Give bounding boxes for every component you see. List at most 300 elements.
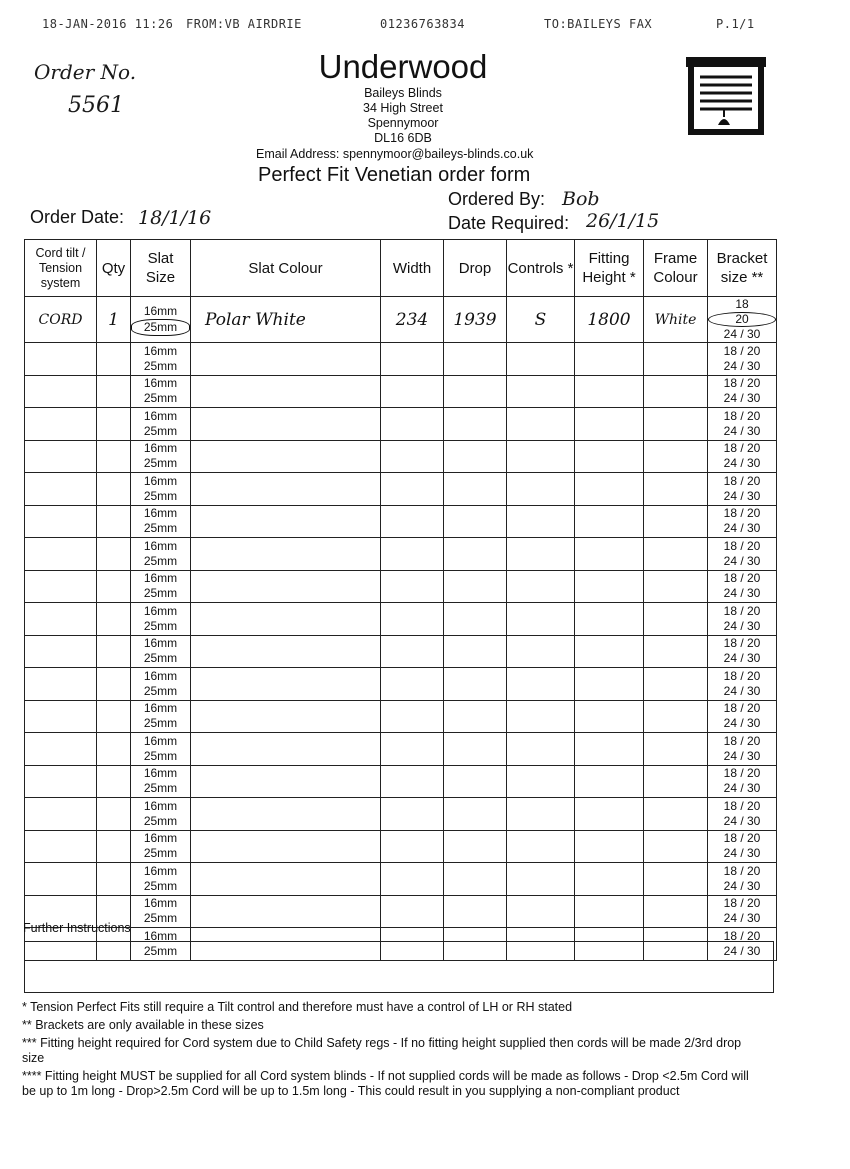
- bracket-24-30: 24 / 30: [723, 683, 761, 698]
- empty-cell: [381, 440, 444, 473]
- empty-cell: [507, 343, 575, 376]
- table-header-row: [25, 240, 777, 297]
- empty-cell: [507, 505, 575, 538]
- slat-size-cell: [131, 798, 191, 831]
- slat-16mm: 16mm: [143, 928, 178, 943]
- empty-cell: [575, 538, 644, 571]
- empty-cell: [381, 505, 444, 538]
- bracket-24-30: 24 / 30: [723, 586, 761, 601]
- table-row: [25, 700, 777, 733]
- empty-cell: [644, 700, 708, 733]
- bracket-24-30: 24 / 30: [723, 651, 761, 666]
- empty-cell: [97, 635, 131, 668]
- slat-16mm: 16mm: [143, 376, 178, 391]
- empty-cell: [507, 863, 575, 896]
- bracket-18-20: 18 / 20: [723, 896, 761, 911]
- empty-cell: [575, 798, 644, 831]
- empty-cell: [381, 375, 444, 408]
- slat-size-cell: [131, 765, 191, 798]
- fax-page: P.1/1: [716, 17, 755, 31]
- row1-frame-colour: White: [644, 297, 708, 343]
- empty-cell: [575, 343, 644, 376]
- slat-size-cell: [131, 733, 191, 766]
- bracket-size-cell: [708, 473, 777, 506]
- empty-cell: [444, 668, 507, 701]
- empty-cell: [191, 570, 381, 603]
- bracket-size-cell: [708, 408, 777, 441]
- slat-25mm: 25mm: [143, 781, 178, 796]
- company-name: Baileys Blinds: [364, 86, 442, 100]
- slat-size-cell: [131, 538, 191, 571]
- bracket-size-cell: [708, 668, 777, 701]
- slat-size-cell: [131, 603, 191, 636]
- slat-16mm: 16mm: [143, 668, 178, 683]
- row1-qty: 1: [97, 297, 131, 343]
- slat-size-cell: [131, 375, 191, 408]
- empty-cell: [191, 765, 381, 798]
- bracket-size-cell: [708, 700, 777, 733]
- bracket-18-20: 18 / 20: [723, 376, 761, 391]
- bracket-size-cell: [708, 505, 777, 538]
- bracket-size-cell: [708, 603, 777, 636]
- empty-cell: [444, 570, 507, 603]
- empty-cell: [25, 603, 97, 636]
- empty-cell: [25, 765, 97, 798]
- empty-cell: [25, 863, 97, 896]
- slat-25mm: 25mm: [143, 456, 178, 471]
- slat-25mm: 25mm: [143, 943, 178, 958]
- bracket-24-30: 24 / 30: [723, 456, 761, 471]
- empty-cell: [25, 538, 97, 571]
- slat-25mm: 25mm: [143, 521, 178, 536]
- slat-25mm: 25mm: [143, 358, 178, 373]
- empty-cell: [575, 408, 644, 441]
- empty-cell: [644, 505, 708, 538]
- row1-drop: 1939: [444, 297, 507, 343]
- slat-size-cell: [131, 635, 191, 668]
- empty-cell: [444, 700, 507, 733]
- table-row: [25, 473, 777, 506]
- bracket-24-30: 24 / 30: [723, 423, 761, 438]
- slat-size-cell: [131, 668, 191, 701]
- empty-cell: [575, 570, 644, 603]
- slat-16mm: 16mm: [143, 441, 178, 456]
- empty-cell: [381, 798, 444, 831]
- row1-width: 234: [381, 297, 444, 343]
- bracket-18-20: 18 / 20: [723, 636, 761, 651]
- order-date-value: 18/1/16: [138, 207, 212, 229]
- empty-cell: [575, 603, 644, 636]
- bracket-18-20: 18 / 20: [723, 766, 761, 781]
- empty-cell: [575, 733, 644, 766]
- order-date-label: Order Date:: [30, 207, 125, 227]
- empty-cell: [644, 798, 708, 831]
- bracket-24-30: 24 / 30: [723, 488, 761, 503]
- empty-cell: [644, 895, 708, 928]
- brand-title: Underwood: [318, 48, 488, 85]
- empty-cell: [191, 830, 381, 863]
- fax-phone: 01236763834: [380, 17, 465, 31]
- bracket-18: 18: [735, 297, 749, 311]
- bracket-24-30: 24 / 30: [723, 391, 761, 406]
- empty-cell: [507, 733, 575, 766]
- slat-25mm: 25mm: [143, 586, 178, 601]
- slat-25mm: 25mm: [143, 651, 178, 666]
- slat-16mm: 16mm: [143, 733, 178, 748]
- ordered-by-label: Ordered By:: [448, 189, 546, 209]
- header-qty: Qty: [97, 240, 131, 297]
- table-row: [25, 798, 777, 831]
- note-cord-length: **** Fitting height MUST be supplied for all Cord system blinds - If not supplied cords will be made as follows - Drop <2.5m Cord will be up to 1m long - Drop>2.5m Cord will be up to 1.5m long - This could result in you supplying a non-compliant product: [22, 1069, 749, 1098]
- empty-cell: [507, 765, 575, 798]
- slat-25mm: 25mm: [143, 391, 178, 406]
- empty-cell: [97, 408, 131, 441]
- bracket-24-30: 24 / 30: [723, 553, 761, 568]
- empty-cell: [381, 863, 444, 896]
- bracket-size-cell: [708, 343, 777, 376]
- empty-cell: [191, 440, 381, 473]
- bracket-18-20: 18 / 20: [723, 343, 761, 358]
- empty-cell: [25, 733, 97, 766]
- empty-cell: [97, 668, 131, 701]
- empty-cell: [25, 635, 97, 668]
- slat-16mm: 16mm: [143, 766, 178, 781]
- table-row: [25, 895, 777, 928]
- note-tension: * Tension Perfect Fits still require a Tilt control and therefore must have a control of LH or RH stated: [22, 1000, 573, 1014]
- empty-cell: [191, 375, 381, 408]
- slat-size-cell: [131, 895, 191, 928]
- empty-cell: [644, 603, 708, 636]
- footnotes: [22, 1000, 752, 1102]
- bracket-24-30: 24 / 30: [723, 358, 761, 373]
- empty-cell: [644, 765, 708, 798]
- empty-cell: [381, 408, 444, 441]
- bracket-18-20: 18 / 20: [723, 473, 761, 488]
- empty-cell: [507, 408, 575, 441]
- empty-cell: [97, 830, 131, 863]
- empty-cell: [191, 408, 381, 441]
- date-required-label: Date Required:: [448, 213, 570, 233]
- empty-cell: [381, 603, 444, 636]
- empty-cell: [507, 603, 575, 636]
- empty-cell: [381, 570, 444, 603]
- empty-cell: [381, 668, 444, 701]
- slat-16mm: 16mm: [143, 798, 178, 813]
- slat-16mm: 16mm: [143, 408, 178, 423]
- bracket-size-cell: [708, 830, 777, 863]
- empty-cell: [575, 473, 644, 506]
- bracket-18-20: 18 / 20: [723, 831, 761, 846]
- slat-25mm: 25mm: [143, 683, 178, 698]
- empty-cell: [444, 440, 507, 473]
- table-row: [25, 408, 777, 441]
- bracket-size-cell: [708, 635, 777, 668]
- empty-cell: [575, 863, 644, 896]
- empty-cell: [575, 830, 644, 863]
- bracket-24-30: 24 / 30: [723, 716, 761, 731]
- empty-cell: [97, 570, 131, 603]
- empty-cell: [444, 830, 507, 863]
- company-email: Email Address: spennymoor@baileys-blinds.co.uk: [256, 147, 534, 161]
- empty-cell: [97, 505, 131, 538]
- empty-cell: [25, 798, 97, 831]
- bracket-size-cell: [708, 375, 777, 408]
- header-slat-colour: Slat Colour: [191, 240, 381, 297]
- bracket-18-20: 18 / 20: [723, 928, 761, 943]
- table-row: [25, 603, 777, 636]
- header-bracket-size: Bracket size **: [708, 240, 777, 297]
- header-drop: Drop: [444, 240, 507, 297]
- empty-cell: [444, 895, 507, 928]
- empty-cell: [444, 343, 507, 376]
- table-row: [25, 733, 777, 766]
- slat-16mm: 16mm: [143, 343, 178, 358]
- slat-25mm: 25mm: [143, 423, 178, 438]
- slat-25mm: 25mm: [143, 911, 178, 926]
- order-no-label: Order No.: [34, 60, 137, 84]
- slat-16mm: 16mm: [143, 538, 178, 553]
- empty-cell: [644, 375, 708, 408]
- empty-cell: [644, 668, 708, 701]
- row1-slat-size: [131, 297, 191, 343]
- empty-cell: [644, 830, 708, 863]
- slat-25mm: 25mm: [143, 846, 178, 861]
- empty-cell: [575, 635, 644, 668]
- empty-cell: [575, 895, 644, 928]
- fax-from: FROM:VB AIRDRIE: [186, 17, 302, 31]
- form-title: Perfect Fit Venetian order form: [258, 164, 531, 186]
- empty-cell: [644, 635, 708, 668]
- row1-slat-colour: Polar White: [191, 297, 381, 343]
- company-town: Spennymoor: [367, 116, 439, 130]
- bracket-18-20: 18 / 20: [723, 408, 761, 423]
- empty-cell: [507, 798, 575, 831]
- empty-cell: [444, 375, 507, 408]
- empty-cell: [444, 733, 507, 766]
- empty-cell: [444, 863, 507, 896]
- empty-cell: [97, 473, 131, 506]
- slat-size-cell: [131, 408, 191, 441]
- bracket-18-20: 18 / 20: [723, 441, 761, 456]
- bracket-24-30: 24 / 30: [723, 521, 761, 536]
- empty-cell: [25, 570, 97, 603]
- empty-cell: [507, 895, 575, 928]
- slat-16mm: 16mm: [143, 571, 178, 586]
- empty-cell: [191, 505, 381, 538]
- empty-cell: [191, 863, 381, 896]
- slat-25mm: 25mm: [143, 618, 178, 633]
- empty-cell: [444, 765, 507, 798]
- empty-cell: [25, 700, 97, 733]
- header-slat-size: Slat Size: [131, 240, 191, 297]
- bracket-18-20: 18 / 20: [723, 506, 761, 521]
- note-fitting-height: *** Fitting height required for Cord system due to Child Safety regs - If no fitting height supplied then cords will be made 2/3rd drop size: [22, 1036, 742, 1065]
- fax-to: TO:BAILEYS FAX: [544, 17, 653, 31]
- empty-cell: [191, 798, 381, 831]
- empty-cell: [575, 440, 644, 473]
- slat-size-cell: [131, 570, 191, 603]
- empty-cell: [444, 505, 507, 538]
- empty-cell: [507, 375, 575, 408]
- empty-cell: [97, 765, 131, 798]
- empty-cell: [191, 733, 381, 766]
- empty-cell: [191, 668, 381, 701]
- empty-cell: [25, 440, 97, 473]
- slat-size-cell: [131, 343, 191, 376]
- table-row: [25, 505, 777, 538]
- bracket-18-20: 18 / 20: [723, 603, 761, 618]
- empty-cell: [507, 538, 575, 571]
- table-row: [25, 570, 777, 603]
- empty-cell: [575, 700, 644, 733]
- empty-cell: [381, 635, 444, 668]
- slat-16mm: 16mm: [143, 831, 178, 846]
- table-row: [25, 297, 777, 343]
- table-row: [25, 668, 777, 701]
- bracket-size-cell: [708, 765, 777, 798]
- table-row: [25, 440, 777, 473]
- table-row: [25, 538, 777, 571]
- slat-25mm: 25mm: [143, 878, 178, 893]
- empty-cell: [644, 473, 708, 506]
- slat-25mm: 25mm: [143, 488, 178, 503]
- company-street: 34 High Street: [363, 101, 443, 115]
- empty-cell: [25, 408, 97, 441]
- empty-cell: [97, 343, 131, 376]
- bracket-18-20: 18 / 20: [723, 571, 761, 586]
- empty-cell: [644, 440, 708, 473]
- bracket-18-20: 18 / 20: [723, 863, 761, 878]
- slat-16mm: 16mm: [143, 506, 178, 521]
- empty-cell: [444, 473, 507, 506]
- table-row: [25, 635, 777, 668]
- empty-cell: [444, 408, 507, 441]
- bracket-24-30: 24 / 30: [723, 748, 761, 763]
- ordered-by-value: Bob: [562, 188, 600, 210]
- empty-cell: [97, 538, 131, 571]
- empty-cell: [191, 538, 381, 571]
- header-controls: Controls *: [507, 240, 575, 297]
- header-width: Width: [381, 240, 444, 297]
- slat-size-cell: [131, 440, 191, 473]
- table-row: [25, 830, 777, 863]
- empty-cell: [444, 603, 507, 636]
- slat-16mm: 16mm: [143, 473, 178, 488]
- bracket-24-30: 24 / 30: [723, 943, 761, 958]
- empty-cell: [444, 798, 507, 831]
- slat-size-cell: [131, 830, 191, 863]
- empty-cell: [575, 668, 644, 701]
- empty-cell: [644, 863, 708, 896]
- bracket-18-20: 18 / 20: [723, 668, 761, 683]
- slat-25mm: 25mm: [143, 748, 178, 763]
- empty-cell: [25, 830, 97, 863]
- bracket-size-cell: [708, 733, 777, 766]
- row1-fitting-height: 1800: [575, 297, 644, 343]
- empty-cell: [444, 538, 507, 571]
- empty-cell: [25, 668, 97, 701]
- empty-cell: [191, 700, 381, 733]
- empty-cell: [25, 343, 97, 376]
- company-postcode: DL16 6DB: [374, 131, 432, 145]
- bracket-24-30: 24 / 30: [723, 327, 761, 341]
- empty-cell: [97, 733, 131, 766]
- bracket-18-20: 18 / 20: [723, 798, 761, 813]
- empty-cell: [381, 895, 444, 928]
- empty-cell: [507, 700, 575, 733]
- empty-cell: [191, 473, 381, 506]
- empty-cell: [381, 473, 444, 506]
- date-required-value: 26/1/15: [586, 210, 660, 232]
- slat-25mm: 25mm: [143, 716, 178, 731]
- empty-cell: [381, 538, 444, 571]
- empty-cell: [97, 863, 131, 896]
- empty-cell: [444, 635, 507, 668]
- empty-cell: [97, 440, 131, 473]
- slat-25mm: 25mm: [143, 813, 178, 828]
- empty-cell: [97, 375, 131, 408]
- table-row: [25, 863, 777, 896]
- bracket-24-30: 24 / 30: [723, 813, 761, 828]
- order-table: [24, 239, 777, 961]
- slat-16mm: 16mm: [143, 896, 178, 911]
- empty-cell: [644, 408, 708, 441]
- empty-cell: [191, 343, 381, 376]
- empty-cell: [644, 538, 708, 571]
- slat-25mm: 25mm: [143, 553, 178, 568]
- header-fitting-height: Fitting Height *: [575, 240, 644, 297]
- bracket-24-30: 24 / 30: [723, 878, 761, 893]
- bracket-size-cell: [708, 538, 777, 571]
- empty-cell: [507, 830, 575, 863]
- header-frame-colour: Frame Colour: [644, 240, 708, 297]
- row1-bracket-size: [708, 297, 777, 343]
- bracket-size-cell: [708, 863, 777, 896]
- row1-cord: CORD: [25, 297, 97, 343]
- empty-cell: [507, 570, 575, 603]
- empty-cell: [191, 635, 381, 668]
- empty-cell: [575, 765, 644, 798]
- empty-cell: [507, 635, 575, 668]
- empty-cell: [575, 505, 644, 538]
- empty-cell: [381, 830, 444, 863]
- table-row: [25, 375, 777, 408]
- empty-cell: [644, 570, 708, 603]
- bracket-size-cell: [708, 798, 777, 831]
- empty-cell: [381, 700, 444, 733]
- fax-datetime: 18-JAN-2016 11:26: [42, 17, 174, 31]
- slat-16mm: 16mm: [143, 603, 178, 618]
- empty-cell: [97, 603, 131, 636]
- empty-cell: [507, 668, 575, 701]
- note-brackets: ** Brackets are only available in these sizes: [22, 1018, 264, 1032]
- row1-controls: S: [507, 297, 575, 343]
- bracket-24-30: 24 / 30: [723, 911, 761, 926]
- bracket-size-cell: [708, 895, 777, 928]
- bracket-20-circled: 20: [708, 312, 776, 327]
- bracket-18-20: 18 / 20: [723, 538, 761, 553]
- slat-16mm: 16mm: [143, 701, 178, 716]
- slat-size-cell: [131, 700, 191, 733]
- empty-cell: [25, 473, 97, 506]
- empty-cell: [191, 603, 381, 636]
- slat-25mm-circled: 25mm: [131, 319, 190, 336]
- bracket-24-30: 24 / 30: [723, 781, 761, 796]
- empty-cell: [97, 700, 131, 733]
- further-instructions-label: Further Instructions: [23, 921, 131, 935]
- bracket-18-20: 18 / 20: [723, 733, 761, 748]
- table-row: [25, 343, 777, 376]
